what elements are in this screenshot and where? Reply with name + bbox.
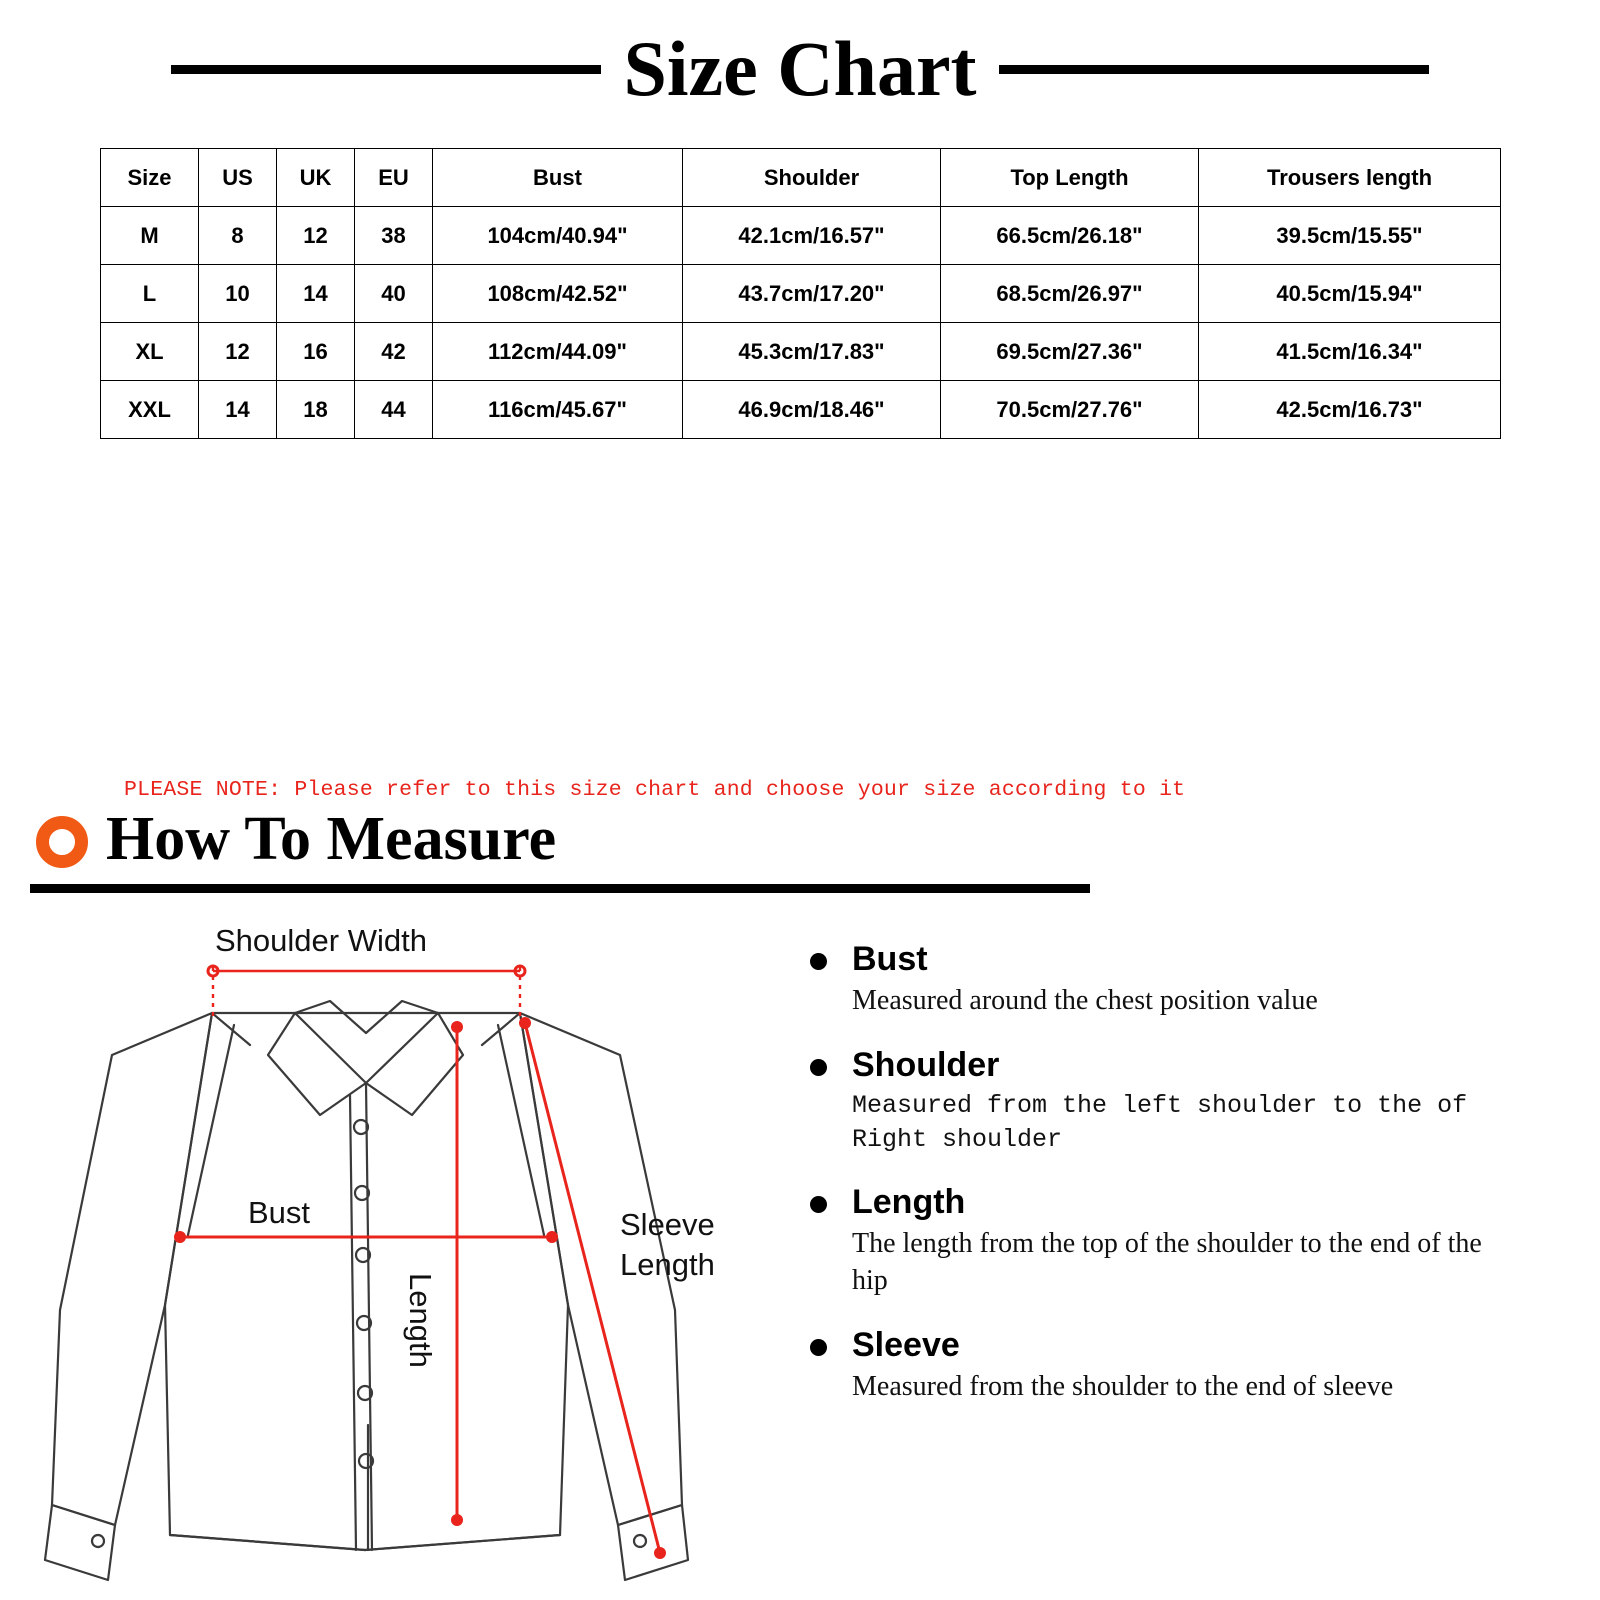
measurement-diagram [20,905,780,1585]
cell-top-length: 70.5cm/27.76" [941,381,1199,439]
bullet-icon [810,1339,827,1356]
column-header-top-length: Top Length [941,149,1199,207]
definition-term: Shoulder [852,1046,1000,1085]
definition-term: Length [852,1182,966,1221]
cell-uk: 12 [277,207,355,265]
cell-uk: 18 [277,381,355,439]
cell-uk: 14 [277,265,355,323]
cell-uk: 16 [277,323,355,381]
cell-trousers-length: 39.5cm/15.55" [1199,207,1501,265]
column-header-uk: UK [277,149,355,207]
cell-shoulder: 43.7cm/17.20" [683,265,941,323]
shoulder-width-measure [213,967,520,1017]
how-to-measure-rule [30,884,1090,893]
diagram-label-length: Length [403,1273,438,1368]
cell-shoulder: 45.3cm/17.83" [683,323,941,381]
column-header-trousers-length: Trousers length [1199,149,1501,207]
how-to-measure-heading: How To Measure [106,805,557,873]
cell-bust: 116cm/45.67" [433,381,683,439]
table-row [101,265,1501,323]
diagram-label-bust: Bust [248,1195,311,1230]
cell-us: 12 [199,323,277,381]
bullet-icon [810,1196,827,1213]
title-rule-right [999,65,1429,74]
ring-icon [36,816,88,868]
diagram-label-shoulder-width: Shoulder Width [215,923,427,958]
cell-eu: 42 [355,323,433,381]
cell-bust: 104cm/40.94" [433,207,683,265]
page-title: Size Chart [623,25,977,112]
cell-eu: 40 [355,265,433,323]
table-row [101,207,1501,265]
cell-eu: 38 [355,207,433,265]
diagram-label-sleeve-length [620,1205,715,1284]
column-header-eu: EU [355,149,433,207]
definition-length [800,1183,1500,1300]
column-header-shoulder: Shoulder [683,149,941,207]
how-to-measure-header [36,805,557,873]
definition-term: Sleeve [852,1325,960,1364]
measurement-definitions [800,940,1500,1432]
cell-trousers-length: 42.5cm/16.73" [1199,381,1501,439]
size-chart-table [100,148,1501,439]
cell-bust: 108cm/42.52" [433,265,683,323]
definition-shoulder [800,1046,1500,1157]
cell-top-length: 69.5cm/27.36" [941,323,1199,381]
definition-desc: Measured from the left shoulder to the of Right shoulder [852,1091,1468,1154]
please-note-text: PLEASE NOTE: Please refer to this size chart and choose your size according to it [124,778,1186,802]
definition-desc: The length from the top of the shoulder to the end of the hip [852,1227,1482,1296]
column-header-bust: Bust [433,149,683,207]
diagram-label-sleeve-line1: Sleeve [620,1207,715,1242]
table-header-row [101,149,1501,207]
cell-size: XL [101,323,199,381]
definition-bust [800,940,1500,1020]
bullet-icon [810,953,827,970]
cell-top-length: 66.5cm/26.18" [941,207,1199,265]
size-chart-table-wrap [100,148,1500,439]
title-rule-left [171,65,601,74]
cell-trousers-length: 41.5cm/16.34" [1199,323,1501,381]
definition-desc: Measured around the chest position value [852,985,1318,1017]
cell-eu: 44 [355,381,433,439]
cell-top-length: 68.5cm/26.97" [941,265,1199,323]
bullet-icon [810,1059,827,1076]
definition-term: Bust [852,940,928,978]
cell-shoulder: 42.1cm/16.57" [683,207,941,265]
cell-shoulder: 46.9cm/18.46" [683,381,941,439]
cell-size: M [101,207,199,265]
cell-us: 10 [199,265,277,323]
definition-sleeve [800,1326,1500,1406]
column-header-us: US [199,149,277,207]
table-row [101,323,1501,381]
sleeve-length-measure [525,1023,660,1553]
column-header-size: Size [101,149,199,207]
diagram-label-sleeve-line2: Length [620,1246,715,1282]
table-row [101,381,1501,439]
cell-us: 14 [199,381,277,439]
cell-size: XXL [101,381,199,439]
page-title-row [0,14,1600,124]
cell-us: 8 [199,207,277,265]
cell-trousers-length: 40.5cm/15.94" [1199,265,1501,323]
definition-desc: Measured from the shoulder to the end of sleeve [852,1370,1394,1402]
cell-bust: 112cm/44.09" [433,323,683,381]
cell-size: L [101,265,199,323]
